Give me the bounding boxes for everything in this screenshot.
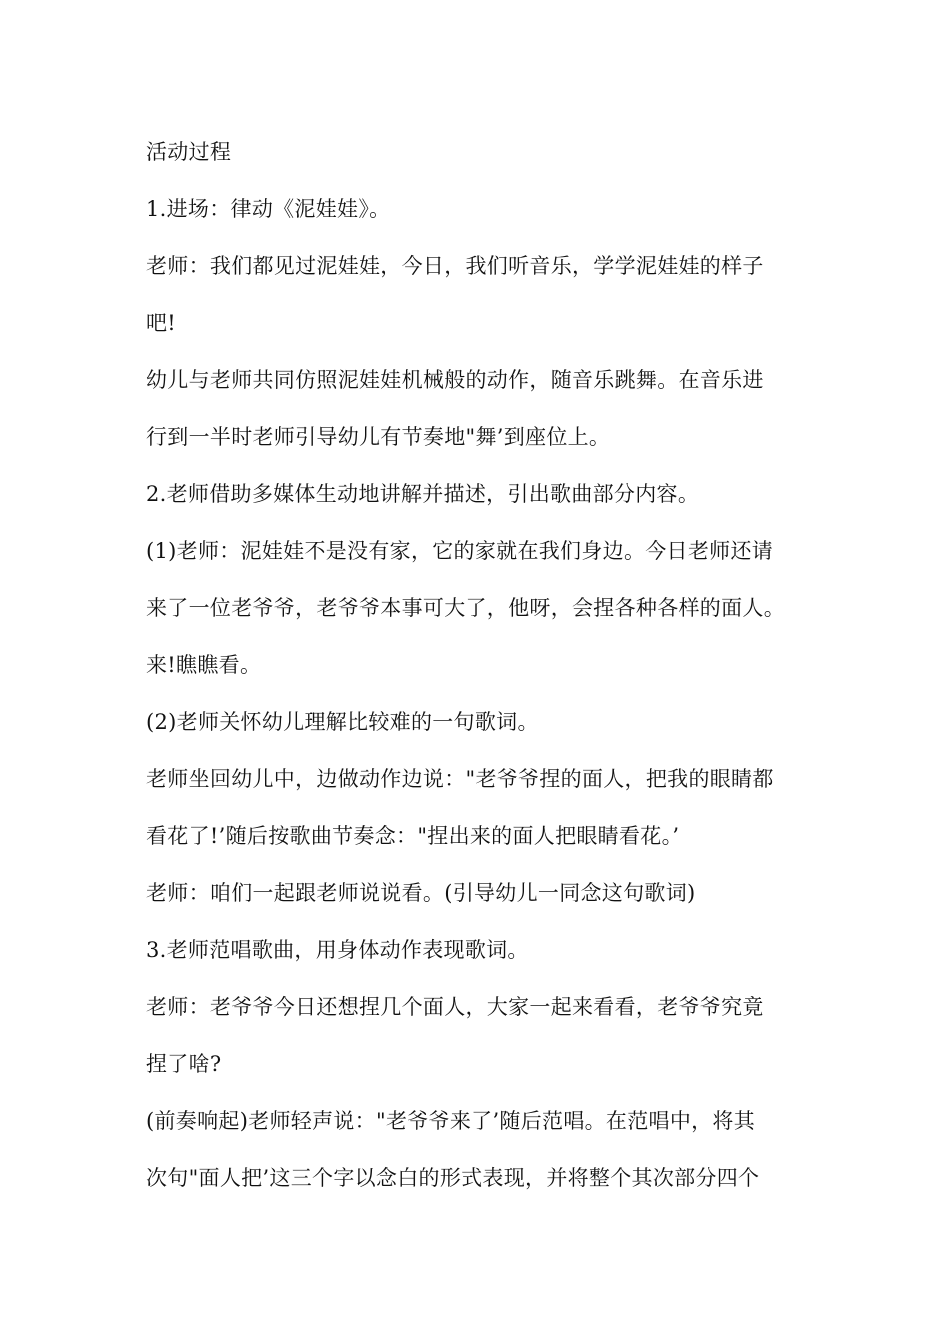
paragraph-line: (2)老师关怀幼儿理解比较难的一句歌词。	[146, 710, 539, 734]
step-3-heading: 3.老师范唱歌曲，用身体动作表现歌词。	[146, 938, 529, 962]
paragraph-line: 老师：咱们一起跟老师说说看。(引导幼儿一同念这句歌词)	[146, 881, 696, 905]
section-heading: 活动过程	[146, 140, 232, 164]
step-1-heading: 1.进场：律动《泥娃娃》。	[146, 197, 391, 221]
paragraph-line: 老师：老爷爷今日还想捏几个面人，大家一起来看看，老爷爷究竟	[146, 995, 764, 1019]
paragraph-line: (前奏响起)老师轻声说："老爷爷来了’随后范唱。在范唱中，将其	[146, 1109, 756, 1133]
paragraph-line: 来了一位老爷爷，老爷爷本事可大了，他呀，会捏各种各样的面人。	[146, 596, 785, 620]
paragraph-line: 次句"面人把’这三个字以念白的形式表现，并将整个其次部分四个	[146, 1166, 760, 1190]
paragraph-line: 幼儿与老师共同仿照泥娃娃机械般的动作，随音乐跳舞。在音乐进	[146, 368, 764, 392]
paragraph-line: 吧!	[146, 311, 177, 335]
paragraph-line: 老师：我们都见过泥娃娃，今日，我们听音乐，学学泥娃娃的样子	[146, 254, 764, 278]
paragraph-line: 老师坐回幼儿中，边做动作边说："老爷爷捏的面人，把我的眼睛都	[146, 767, 774, 791]
paragraph-line: 来!瞧瞧看。	[146, 653, 262, 677]
paragraph-line: (1)老师：泥娃娃不是没有家，它的家就在我们身边。今日老师还请	[146, 539, 774, 563]
paragraph-line: 看花了!’随后按歌曲节奏念："捏出来的面人把眼睛看花。’	[146, 824, 680, 848]
paragraph-line: 行到一半时老师引导幼儿有节奏地"舞’到座位上。	[146, 425, 611, 449]
step-2-heading: 2.老师借助多媒体生动地讲解并描述，引出歌曲部分内容。	[146, 482, 700, 506]
paragraph-line: 捏了啥?	[146, 1052, 222, 1076]
